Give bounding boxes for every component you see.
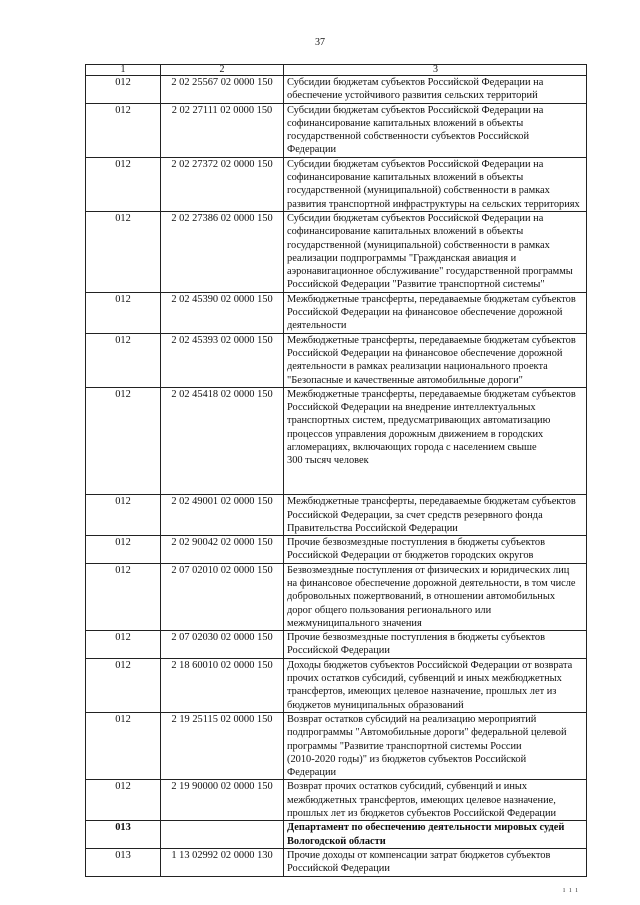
table-row [86,563,587,630]
revenue-code-cell: 2 07 02010 02 0000 150 [161,563,284,630]
description-line: Возврат прочих остатков субсидий, субвенций и иных [287,781,528,793]
description-line: трансфертов, имеющих целевое назначение, прошлых лет из [287,686,557,698]
table-row [86,780,587,821]
admin-code-cell: 013 [86,821,161,849]
description-cell [284,211,587,292]
revenue-code-cell: 1 13 02992 02 0000 130 [161,848,284,876]
description-line: бюджетов муниципальных образований [287,699,464,711]
description-cell [284,780,587,821]
admin-code-cell: 013 [86,848,161,876]
description-line: Субсидии бюджетам субъектов Российской Федерации на [287,104,544,116]
description-line: деятельности [287,320,347,332]
table-row [86,103,587,157]
table-row [86,387,587,494]
description-line: Российской Федерации [287,645,390,657]
revenue-code-cell: 2 02 45418 02 0000 150 [161,387,284,494]
admin-code-cell: 012 [86,712,161,779]
admin-code-cell: 012 [86,292,161,333]
table-row [86,76,587,104]
description-line: дорог общего пользования регионального или [287,604,492,616]
revenue-code-cell: 2 02 27386 02 0000 150 [161,211,284,292]
description-line: межбюджетных трансфертов, имеющих целевое назначение, [287,794,556,806]
description-line: Межбюджетные трансферты, передаваемые бюджетам субъектов [287,496,576,508]
table-row [86,495,587,536]
revenue-code-cell: 2 02 49001 02 0000 150 [161,495,284,536]
description-cell [284,658,587,712]
description-line: Федерации [287,144,337,156]
description-line: Субсидии бюджетам субъектов Российской Федерации на [287,212,544,224]
description-line: Межбюджетные трансферты, передаваемые бюджетам субъектов [287,388,576,400]
header-col-1: 1 [86,65,161,76]
description-cell [284,292,587,333]
description-line: Правительства Российской Федерации [287,522,458,534]
revenue-code-cell: 2 02 45393 02 0000 150 [161,333,284,387]
header-col-2: 2 [161,65,284,76]
admin-code-cell: 012 [86,387,161,494]
admin-code-cell: 012 [86,103,161,157]
description-line: Прочие безвозмездные поступления в бюджеты субъектов [287,537,545,549]
table-row [86,157,587,211]
description-line: Доходы бюджетов субъектов Российской Федерации от возврата [287,659,573,671]
revenue-code-cell: 2 02 25567 02 0000 150 [161,76,284,104]
description-line: софинансирование капитальных вложений в объекты [287,172,524,184]
description-cell [284,712,587,779]
description-cell [284,495,587,536]
description-line: Российской Федерации [287,863,390,875]
description-line: реализации подпрограммы "Гражданская авиация и [287,252,517,264]
admin-code-cell: 012 [86,211,161,292]
description-line: прошлых лет из бюджетов субъектов Российской Федерации [287,808,557,820]
page-number: 37 [315,37,325,48]
admin-code-cell: 012 [86,780,161,821]
description-line: Вологодской области [287,835,386,847]
table-row [86,821,587,849]
description-line: межмуниципального значения [287,617,422,629]
revenue-code-cell [161,821,284,849]
description-line: Прочие безвозмездные поступления в бюджеты субъектов [287,632,545,644]
description-line: Возврат остатков субсидий на реализацию мероприятий [287,713,537,725]
description-line: транспортных систем, предусматривающих автоматизацию [287,415,551,427]
description-line: развития транспортной инфраструктуры на сельских территориях [287,198,580,210]
description-line: Российской Федерации от бюджетов городских округов [287,550,534,562]
header-col-3: 3 [284,65,587,76]
admin-code-cell: 012 [86,658,161,712]
description-line: Российской Федерации "Развитие транспортной системы" [287,279,545,291]
description-line: государственной (муниципальной) собственности в рамках [287,239,550,251]
table-row [86,848,587,876]
description-cell [284,536,587,564]
description-line: деятельности в рамках реализации национального проекта [287,361,548,373]
description-line: Межбюджетные трансферты, передаваемые бюджетам субъектов [287,334,576,346]
description-line: (2010-2020 годы)" из бюджетов субъектов Российской [287,753,527,765]
description-line: подпрограммы "Автомобильные дороги" федеральной целевой [287,727,567,739]
description-line: софинансирование капитальных вложений в объекты [287,226,524,238]
description-line: Российской Федерации на внедрение интеллектуальных [287,402,536,414]
description-line: Департамент по обеспечению деятельности мировых судей [287,822,565,834]
revenue-code-cell: 2 02 90042 02 0000 150 [161,536,284,564]
description-line: государственной (муниципальной) собственности в рамках [287,185,550,197]
description-line: обеспечение устойчивого развития сельских территорий [287,90,538,102]
budget-classification-table [85,64,587,877]
revenue-code-cell: 2 02 45390 02 0000 150 [161,292,284,333]
description-line: государственной собственности субъектов Российской [287,131,530,143]
admin-code-cell: 012 [86,536,161,564]
description-line [287,481,584,494]
admin-code-cell: 012 [86,495,161,536]
description-cell [284,821,587,849]
description-line: Прочие доходы от компенсации затрат бюджетов субъектов [287,849,551,861]
table-header-row [86,65,587,76]
description-line: на финансовое обеспечение дорожной деятельности, в том числе [287,577,576,589]
description-line: "Безопасные и качественные автомобильные дороги" [287,374,523,386]
description-line: Безвозмездные поступления от физических и юридических лиц [287,564,570,576]
revenue-code-cell: 2 07 02030 02 0000 150 [161,631,284,659]
description-line: процессов управления дорожным движением в городских [287,428,544,440]
revenue-code-cell: 2 18 60010 02 0000 150 [161,658,284,712]
description-cell [284,848,587,876]
description-line: Федерации [287,767,337,779]
table-row [86,536,587,564]
description-line: Российской Федерации на финансовое обеспечение дорожной [287,347,563,359]
table-row [86,333,587,387]
description-line: Межбюджетные трансферты, передаваемые бюджетам субъектов [287,293,576,305]
description-cell [284,387,587,494]
description-line: Российской Федерации, за счет средств резервного фонда [287,509,543,521]
description-cell [284,333,587,387]
description-cell [284,631,587,659]
revenue-code-cell: 2 02 27372 02 0000 150 [161,157,284,211]
table-row [86,712,587,779]
revenue-code-cell: 2 19 90000 02 0000 150 [161,780,284,821]
description-line: прочих остатков субсидий, субвенций и иных межбюджетных [287,673,562,685]
description-line: Субсидии бюджетам субъектов Российской Федерации на [287,77,544,88]
admin-code-cell: 012 [86,563,161,630]
table-row [86,631,587,659]
admin-code-cell: 012 [86,157,161,211]
description-cell [284,563,587,630]
corner-mark: ı ı ı [563,885,579,894]
table-row [86,658,587,712]
admin-code-cell: 012 [86,333,161,387]
description-line [287,468,584,481]
admin-code-cell: 012 [86,631,161,659]
description-line: агломерациях, включающих города с населением свыше [287,442,537,454]
revenue-code-cell: 2 19 25115 02 0000 150 [161,712,284,779]
description-cell [284,157,587,211]
table-row [86,292,587,333]
description-cell [284,76,587,104]
table-row [86,211,587,292]
description-line: Субсидии бюджетам субъектов Российской Федерации на [287,158,544,170]
description-line: 300 тысяч человек [287,455,369,467]
description-line: софинансирование капитальных вложений в объекты [287,117,524,129]
description-line: программы "Развитие транспортной системы России [287,740,522,752]
description-cell [284,103,587,157]
description-line: Российской Федерации на финансовое обеспечение дорожной [287,307,563,319]
admin-code-cell: 012 [86,76,161,104]
description-line: добровольных пожертвований, в отношении автомобильных [287,591,556,603]
description-line: аэронавигационное обслуживание" государственной программы [287,266,573,278]
revenue-code-cell: 2 02 27111 02 0000 150 [161,103,284,157]
